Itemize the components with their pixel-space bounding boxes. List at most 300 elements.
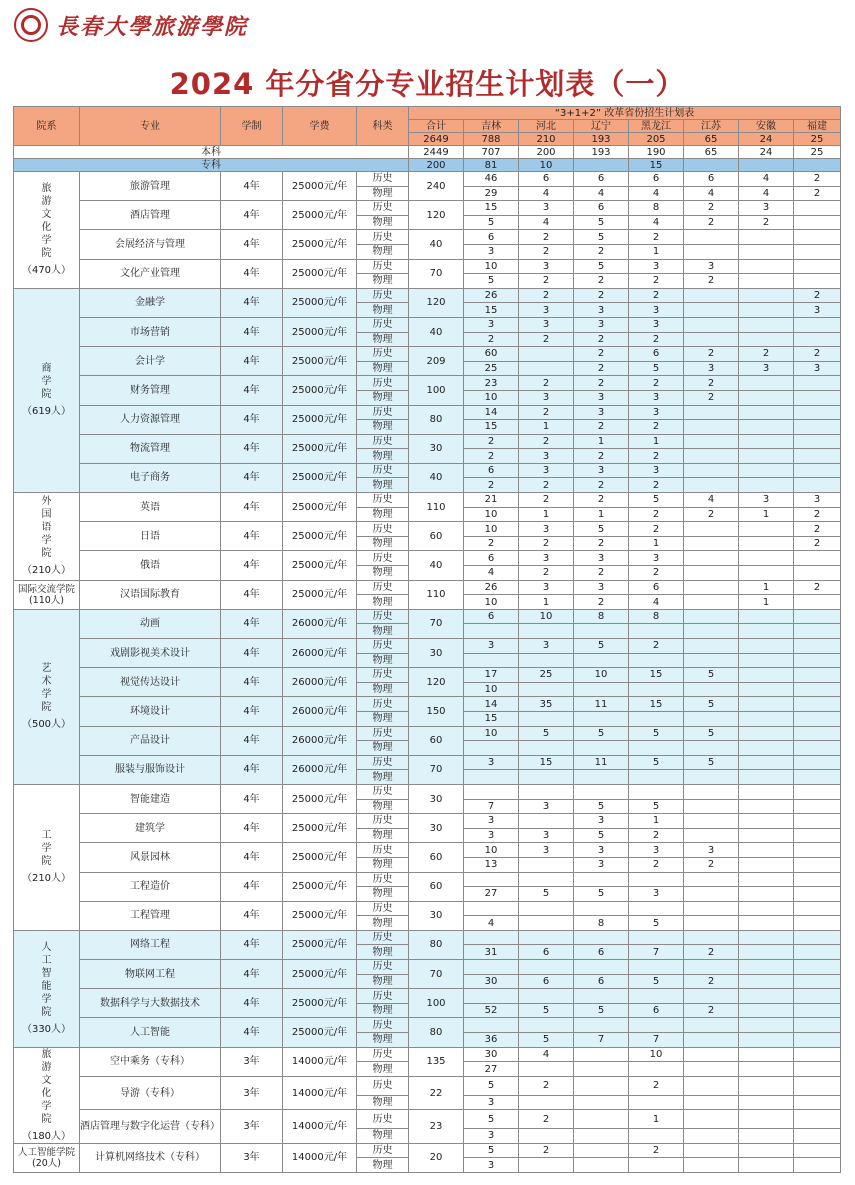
grand-total-cell: 24 xyxy=(739,133,794,146)
quota-cell: 14 xyxy=(464,405,519,420)
subject-cell: 历史 xyxy=(357,259,409,274)
major-name-cell: 计算机网络技术（专科） xyxy=(80,1143,221,1172)
quota-cell: 2 xyxy=(629,639,684,654)
subject-cell: 历史 xyxy=(357,1143,409,1158)
quota-cell xyxy=(794,390,841,405)
quota-cell: 3 xyxy=(794,361,841,376)
quota-cell xyxy=(739,1003,794,1018)
fee-cell: 26000元/年 xyxy=(283,668,357,697)
quota-cell xyxy=(684,1143,739,1158)
table-row xyxy=(14,960,841,975)
quota-cell xyxy=(794,595,841,610)
quota-cell xyxy=(794,1062,841,1077)
subject-cell: 历史 xyxy=(357,755,409,770)
zhuanke-value-cell: 200 xyxy=(409,159,464,172)
fee-cell: 25000元/年 xyxy=(283,872,357,901)
quota-cell: 4 xyxy=(739,186,794,201)
subject-cell: 历史 xyxy=(357,814,409,829)
quota-cell: 2 xyxy=(519,288,574,303)
major-total-cell: 80 xyxy=(409,405,464,434)
quota-cell xyxy=(464,930,519,945)
major-name-cell: 智能建造 xyxy=(80,784,221,813)
quota-cell: 26 xyxy=(464,580,519,595)
quota-cell: 3 xyxy=(684,843,739,858)
quota-cell: 36 xyxy=(464,1033,519,1048)
quota-cell xyxy=(794,901,841,916)
quota-cell: 15 xyxy=(629,697,684,712)
quota-cell xyxy=(519,347,574,362)
major-total-cell: 30 xyxy=(409,639,464,668)
quota-cell xyxy=(684,609,739,624)
quota-cell: 3 xyxy=(574,857,629,872)
quota-cell: 2 xyxy=(464,449,519,464)
quota-cell xyxy=(629,682,684,697)
quota-cell: 4 xyxy=(739,172,794,187)
table-row xyxy=(14,1018,841,1033)
quota-cell xyxy=(739,420,794,435)
major-total-cell: 40 xyxy=(409,463,464,492)
quota-cell: 5 xyxy=(629,799,684,814)
subject-cell: 历史 xyxy=(357,405,409,420)
years-cell: 3年 xyxy=(221,1076,283,1109)
fee-cell: 25000元/年 xyxy=(283,347,357,376)
benke-value-cell: 190 xyxy=(629,146,684,159)
province-header: 黑龙江 xyxy=(629,120,684,133)
zhuanke-value-cell xyxy=(794,159,841,172)
fee-cell: 25000元/年 xyxy=(283,930,357,959)
quota-cell: 2 xyxy=(574,449,629,464)
quota-cell xyxy=(519,741,574,756)
quota-cell: 6 xyxy=(574,974,629,989)
fee-cell: 25000元/年 xyxy=(283,580,357,609)
quota-cell xyxy=(739,274,794,289)
quota-cell: 27 xyxy=(464,1062,519,1077)
quota-cell xyxy=(739,697,794,712)
quota-cell xyxy=(519,682,574,697)
quota-cell xyxy=(739,1143,794,1158)
quota-cell xyxy=(794,1018,841,1033)
quota-cell: 2 xyxy=(794,172,841,187)
years-cell: 4年 xyxy=(221,551,283,580)
fee-cell: 26000元/年 xyxy=(283,609,357,638)
major-name-cell: 环境设计 xyxy=(80,697,221,726)
quota-cell: 6 xyxy=(519,172,574,187)
major-name-cell: 财务管理 xyxy=(80,376,221,405)
quota-cell: 8 xyxy=(629,609,684,624)
major-name-cell: 酒店管理与数字化运营（专科） xyxy=(80,1110,221,1143)
table-row xyxy=(14,1076,841,1095)
major-total-cell: 40 xyxy=(409,317,464,346)
quota-cell: 11 xyxy=(574,697,629,712)
quota-cell: 2 xyxy=(574,288,629,303)
subject-cell: 历史 xyxy=(357,639,409,654)
major-total-cell: 22 xyxy=(409,1076,464,1109)
quota-cell: 3 xyxy=(629,303,684,318)
quota-cell xyxy=(739,770,794,785)
major-total-cell: 30 xyxy=(409,434,464,463)
quota-cell: 5 xyxy=(574,259,629,274)
major-total-cell: 30 xyxy=(409,784,464,813)
quota-cell xyxy=(629,770,684,785)
quota-cell: 4 xyxy=(464,916,519,931)
fee-cell: 25000元/年 xyxy=(283,434,357,463)
subject-cell: 历史 xyxy=(357,668,409,683)
quota-cell xyxy=(629,711,684,726)
quota-cell xyxy=(629,1095,684,1110)
quota-cell: 7 xyxy=(574,1033,629,1048)
quota-cell xyxy=(739,609,794,624)
fee-cell: 25000元/年 xyxy=(283,522,357,551)
subject-cell: 物理 xyxy=(357,361,409,376)
quota-cell xyxy=(519,1095,574,1110)
quota-cell: 6 xyxy=(464,609,519,624)
quota-cell: 2 xyxy=(519,1110,574,1129)
quota-cell xyxy=(519,901,574,916)
major-total-cell: 70 xyxy=(409,755,464,784)
quota-cell xyxy=(794,784,841,799)
quota-cell: 2 xyxy=(574,420,629,435)
quota-cell xyxy=(739,945,794,960)
quota-cell xyxy=(629,989,684,1004)
header-years: 学制 xyxy=(221,107,283,146)
years-cell: 4年 xyxy=(221,843,283,872)
major-total-cell: 40 xyxy=(409,230,464,259)
quota-cell xyxy=(684,960,739,975)
benke-value-cell: 200 xyxy=(519,146,574,159)
quota-cell: 3 xyxy=(519,317,574,332)
subject-cell: 历史 xyxy=(357,551,409,566)
quota-cell xyxy=(684,1062,739,1077)
major-total-cell: 30 xyxy=(409,814,464,843)
fee-cell: 14000元/年 xyxy=(283,1110,357,1143)
quota-cell: 2 xyxy=(629,230,684,245)
table-row xyxy=(14,726,841,741)
quota-cell xyxy=(739,711,794,726)
quota-cell xyxy=(794,1076,841,1095)
table-row xyxy=(14,639,841,654)
years-cell: 4年 xyxy=(221,172,283,201)
years-cell: 4年 xyxy=(221,376,283,405)
years-cell: 4年 xyxy=(221,317,283,346)
years-cell: 3年 xyxy=(221,1143,283,1172)
benke-summary-row xyxy=(14,146,841,159)
quota-cell: 5 xyxy=(684,755,739,770)
quota-cell xyxy=(794,887,841,902)
quota-cell xyxy=(574,901,629,916)
fee-cell: 25000元/年 xyxy=(283,901,357,930)
quota-cell xyxy=(574,653,629,668)
quota-cell: 2 xyxy=(574,536,629,551)
table-row xyxy=(14,1047,841,1062)
major-total-cell: 40 xyxy=(409,551,464,580)
table-row xyxy=(14,347,841,362)
quota-cell: 5 xyxy=(629,916,684,931)
quota-cell xyxy=(739,784,794,799)
quota-cell xyxy=(684,989,739,1004)
years-cell: 4年 xyxy=(221,1018,283,1047)
quota-cell xyxy=(794,1158,841,1173)
quota-cell: 11 xyxy=(574,755,629,770)
quota-cell xyxy=(684,784,739,799)
quota-cell: 3 xyxy=(574,405,629,420)
major-name-cell: 文化产业管理 xyxy=(80,259,221,288)
major-total-cell: 60 xyxy=(409,872,464,901)
quota-cell: 3 xyxy=(739,361,794,376)
quota-cell xyxy=(629,784,684,799)
quota-cell xyxy=(794,244,841,259)
major-name-cell: 空中乘务（专科） xyxy=(80,1047,221,1076)
major-total-cell: 70 xyxy=(409,609,464,638)
quota-cell: 3 xyxy=(574,580,629,595)
subject-cell: 历史 xyxy=(357,201,409,216)
college-name: 工学院 xyxy=(41,830,52,868)
quota-cell: 6 xyxy=(629,172,684,187)
major-name-cell: 英语 xyxy=(80,493,221,522)
table-row xyxy=(14,434,841,449)
quota-cell: 4 xyxy=(574,186,629,201)
quota-cell: 1 xyxy=(629,434,684,449)
major-total-cell: 70 xyxy=(409,259,464,288)
quota-cell: 10 xyxy=(464,390,519,405)
table-row xyxy=(14,843,841,858)
quota-cell: 3 xyxy=(519,639,574,654)
quota-cell xyxy=(684,332,739,347)
zhuanke-value-cell xyxy=(684,159,739,172)
years-cell: 4年 xyxy=(221,784,283,813)
quota-cell xyxy=(794,1003,841,1018)
quota-cell xyxy=(629,653,684,668)
quota-cell: 25 xyxy=(464,361,519,376)
quota-cell: 2 xyxy=(629,1076,684,1095)
quota-cell: 2 xyxy=(574,478,629,493)
quota-cell: 2 xyxy=(519,230,574,245)
quota-cell: 5 xyxy=(519,726,574,741)
major-name-cell: 导游（专科） xyxy=(80,1076,221,1109)
quota-cell xyxy=(739,668,794,683)
table-row xyxy=(14,901,841,916)
quota-cell xyxy=(739,332,794,347)
years-cell: 4年 xyxy=(221,872,283,901)
quota-cell: 2 xyxy=(684,857,739,872)
quota-cell: 2 xyxy=(794,186,841,201)
quota-cell: 6 xyxy=(464,230,519,245)
quota-cell xyxy=(684,624,739,639)
quota-cell xyxy=(574,1076,629,1095)
quota-cell: 10 xyxy=(519,609,574,624)
grand-total-cell: 2649 xyxy=(409,133,464,146)
quota-cell: 15 xyxy=(464,420,519,435)
college-count: （619人） xyxy=(21,406,72,418)
quota-cell: 3 xyxy=(464,755,519,770)
quota-cell xyxy=(684,1158,739,1173)
quota-cell xyxy=(739,1076,794,1095)
quota-cell xyxy=(794,566,841,581)
quota-cell xyxy=(739,1018,794,1033)
quota-cell xyxy=(794,857,841,872)
quota-cell: 1 xyxy=(519,595,574,610)
subject-cell: 物理 xyxy=(357,449,409,464)
quota-cell xyxy=(684,901,739,916)
major-name-cell: 日语 xyxy=(80,522,221,551)
quota-cell: 5 xyxy=(464,215,519,230)
zhuanke-value-cell: 15 xyxy=(629,159,684,172)
quota-cell xyxy=(684,653,739,668)
major-total-cell: 100 xyxy=(409,989,464,1018)
years-cell: 4年 xyxy=(221,930,283,959)
quota-cell: 4 xyxy=(629,215,684,230)
quota-cell xyxy=(739,653,794,668)
quota-cell: 3 xyxy=(464,1158,519,1173)
quota-cell xyxy=(684,1018,739,1033)
major-total-cell: 30 xyxy=(409,901,464,930)
quota-cell xyxy=(684,317,739,332)
major-name-cell: 俄语 xyxy=(80,551,221,580)
table-row xyxy=(14,376,841,391)
table-row xyxy=(14,930,841,945)
quota-cell xyxy=(794,1110,841,1129)
quota-cell: 10 xyxy=(464,595,519,610)
quota-cell xyxy=(464,784,519,799)
quota-cell: 7 xyxy=(629,945,684,960)
quota-cell: 3 xyxy=(519,463,574,478)
quota-cell: 2 xyxy=(464,478,519,493)
college-name: 人工智能学院(20人) xyxy=(17,1146,75,1169)
college-count: （330人） xyxy=(21,1024,72,1036)
quota-cell xyxy=(464,1018,519,1033)
quota-cell xyxy=(739,872,794,887)
quota-cell xyxy=(519,770,574,785)
quota-cell xyxy=(739,901,794,916)
benke-value-cell: 65 xyxy=(684,146,739,159)
header-subject: 科类 xyxy=(357,107,409,146)
quota-cell xyxy=(794,828,841,843)
years-cell: 4年 xyxy=(221,259,283,288)
table-row xyxy=(14,1143,841,1158)
seal-icon xyxy=(14,8,48,42)
subject-cell: 物理 xyxy=(357,624,409,639)
quota-cell: 3 xyxy=(574,814,629,829)
subject-cell: 历史 xyxy=(357,376,409,391)
major-name-cell: 视觉传达设计 xyxy=(80,668,221,697)
college-cell xyxy=(14,1143,80,1172)
major-name-cell: 会计学 xyxy=(80,347,221,376)
quota-cell xyxy=(794,478,841,493)
quota-cell: 3 xyxy=(574,463,629,478)
quota-cell: 3 xyxy=(629,317,684,332)
quota-cell: 2 xyxy=(519,244,574,259)
quota-cell: 4 xyxy=(519,1047,574,1062)
quota-cell xyxy=(574,682,629,697)
subject-cell: 物理 xyxy=(357,332,409,347)
quota-cell: 3 xyxy=(519,843,574,858)
quota-cell xyxy=(574,1110,629,1129)
major-name-cell: 物流管理 xyxy=(80,434,221,463)
quota-cell xyxy=(684,449,739,464)
quota-cell: 3 xyxy=(574,303,629,318)
quota-cell xyxy=(794,215,841,230)
quota-cell: 8 xyxy=(574,916,629,931)
quota-cell xyxy=(739,303,794,318)
quota-cell xyxy=(684,1047,739,1062)
quota-cell xyxy=(794,711,841,726)
quota-cell xyxy=(739,682,794,697)
major-name-cell: 市场营销 xyxy=(80,317,221,346)
quota-cell: 5 xyxy=(519,1003,574,1018)
quota-cell: 2 xyxy=(574,244,629,259)
subject-cell: 物理 xyxy=(357,595,409,610)
quota-cell xyxy=(739,1062,794,1077)
quota-cell: 2 xyxy=(574,566,629,581)
quota-cell xyxy=(684,872,739,887)
quota-cell xyxy=(739,536,794,551)
quota-cell: 15 xyxy=(464,303,519,318)
benke-label: 本科 xyxy=(14,146,409,159)
quota-cell xyxy=(519,653,574,668)
fee-cell: 25000元/年 xyxy=(283,784,357,813)
fee-cell: 25000元/年 xyxy=(283,172,357,201)
table-row xyxy=(14,755,841,770)
quota-cell xyxy=(574,1095,629,1110)
quota-cell xyxy=(574,1143,629,1158)
quota-cell: 3 xyxy=(574,317,629,332)
quota-cell: 10 xyxy=(464,507,519,522)
college-count: （210人） xyxy=(21,873,72,885)
quota-cell xyxy=(739,478,794,493)
years-cell: 4年 xyxy=(221,726,283,755)
major-total-cell: 209 xyxy=(409,347,464,376)
grand-total-cell: 193 xyxy=(574,133,629,146)
province-header: 福建 xyxy=(794,120,841,133)
subject-cell: 物理 xyxy=(357,244,409,259)
quota-cell: 2 xyxy=(629,376,684,391)
quota-cell xyxy=(739,887,794,902)
years-cell: 4年 xyxy=(221,609,283,638)
quota-cell: 3 xyxy=(464,317,519,332)
quota-cell xyxy=(794,930,841,945)
quota-cell xyxy=(574,741,629,756)
quota-cell: 5 xyxy=(574,215,629,230)
subject-cell: 历史 xyxy=(357,347,409,362)
quota-cell xyxy=(629,872,684,887)
quota-cell xyxy=(794,653,841,668)
quota-cell xyxy=(739,639,794,654)
years-cell: 4年 xyxy=(221,288,283,317)
quota-cell: 5 xyxy=(519,1033,574,1048)
table-row xyxy=(14,522,841,537)
quota-cell xyxy=(739,930,794,945)
major-name-cell: 风景园林 xyxy=(80,843,221,872)
quota-cell xyxy=(684,420,739,435)
quota-cell: 13 xyxy=(464,857,519,872)
quota-cell xyxy=(739,843,794,858)
subject-cell: 物理 xyxy=(357,1129,409,1144)
major-total-cell: 60 xyxy=(409,522,464,551)
quota-cell xyxy=(794,697,841,712)
quota-cell xyxy=(739,317,794,332)
quota-cell xyxy=(684,1110,739,1129)
quota-cell: 6 xyxy=(464,463,519,478)
quota-cell xyxy=(629,1018,684,1033)
quota-cell xyxy=(684,930,739,945)
benke-value-cell: 707 xyxy=(464,146,519,159)
quota-cell: 2 xyxy=(519,566,574,581)
subject-cell: 物理 xyxy=(357,887,409,902)
subject-cell: 物理 xyxy=(357,741,409,756)
quota-cell: 2 xyxy=(629,1143,684,1158)
quota-cell xyxy=(739,1033,794,1048)
quota-cell: 2 xyxy=(464,332,519,347)
quota-cell: 2 xyxy=(519,493,574,508)
